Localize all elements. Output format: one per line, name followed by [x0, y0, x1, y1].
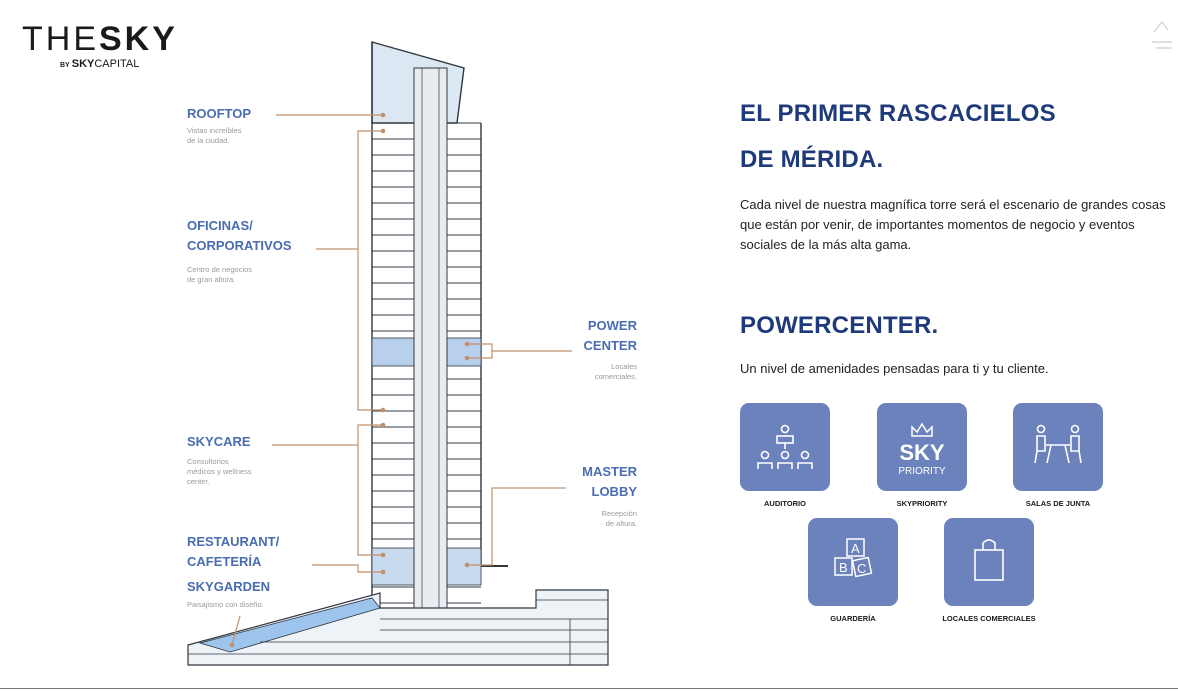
- sky-priority-icon-text: SKY: [899, 440, 945, 465]
- power-center-description: [557, 362, 637, 382]
- sky-priority-icon: [877, 403, 967, 491]
- auditorium-icon: [740, 403, 830, 491]
- amenity-salas-de-junta[interactable]: [1013, 403, 1103, 491]
- master-lobby-description: [557, 509, 637, 529]
- master-desc-line: de altura.: [605, 519, 637, 528]
- headline-line-2: DE MÉRIDA.: [740, 146, 884, 173]
- intro-paragraph: Cada nivel de nuestra magnífica torre será el escenario de grandes cosas que están por venir, de importantes momentos de negocio y eventos sociales de la más alta gama.: [740, 197, 1166, 252]
- power-desc-line: comerciales.: [594, 372, 637, 381]
- master-lobby-label-line: MASTER: [582, 464, 637, 479]
- restaurant-label-line: CAFETERÍA: [187, 554, 262, 569]
- master-desc-line: Recepción: [601, 509, 637, 518]
- amenity-auditorio-label: AUDITORIO: [764, 499, 806, 508]
- amenity-salas-label: SALAS DE JUNTA: [1025, 499, 1091, 508]
- logo-sub-light: CAPITAL: [94, 58, 140, 70]
- skygarden-description: Paisajismo con diseño.: [187, 600, 264, 609]
- bottom-divider: [0, 688, 1178, 689]
- amenity-guarderia-label: GUARDERÍA: [830, 614, 876, 623]
- skycare-desc-line: médicos y wellness: [187, 467, 252, 476]
- skycare-desc-line: center.: [187, 477, 210, 486]
- skycare-label: SKYCARE: [187, 434, 251, 449]
- oficinas-desc-line: de gran altura.: [187, 275, 236, 284]
- logo-the: THE: [22, 20, 99, 58]
- logo-sub-bold: SKY: [71, 58, 95, 70]
- svg-text:B: B: [839, 560, 848, 575]
- power-center-label: [537, 316, 637, 356]
- rooftop-description: [187, 126, 241, 146]
- svg-text:A: A: [851, 541, 860, 556]
- headline-line-1: EL PRIMER RASCACIELOS: [740, 100, 1056, 127]
- powercenter-subtitle: Un nivel de amenidades pensadas para ti y tu cliente.: [740, 361, 1049, 376]
- sky-priority-icon-subtext: PRIORITY: [898, 466, 946, 477]
- amenity-skypriority[interactable]: [877, 403, 967, 491]
- amenity-locales-comerciales[interactable]: [944, 518, 1034, 606]
- rooftop-label: ROOFTOP: [187, 106, 252, 121]
- power-center-label-line: CENTER: [583, 338, 637, 353]
- meeting-room-icon: [1013, 403, 1103, 491]
- skycare-desc-line: Consultorios: [187, 457, 229, 466]
- amenity-skypriority-label: SKYPRIORITY: [896, 499, 948, 508]
- amenity-guarderia[interactable]: [808, 518, 898, 606]
- logo-sky: SKY: [99, 20, 178, 58]
- master-lobby-label-line: LOBBY: [591, 484, 637, 499]
- rooftop-desc-line: de la ciudad.: [187, 136, 230, 145]
- amenity-auditorio[interactable]: [740, 403, 830, 491]
- logo-by: BY: [60, 62, 70, 69]
- power-center-label-line: POWER: [587, 318, 637, 333]
- powercenter-title: POWERCENTER.: [740, 312, 939, 339]
- power-desc-line: Locales: [611, 362, 637, 371]
- oficinas-desc-line: Centro de negocios: [187, 265, 253, 274]
- svg-text:C: C: [857, 561, 867, 576]
- amenity-locales-label: LOCALES COMERCIALES: [942, 614, 1036, 623]
- core-column: [414, 68, 447, 665]
- skygarden-label: SKYGARDEN: [187, 579, 271, 594]
- rooftop-desc-line: Vistas increíbles: [187, 126, 242, 135]
- oficinas-label-line: CORPORATIVOS: [187, 238, 292, 253]
- skycare-description: [187, 457, 252, 487]
- restaurant-label-line: RESTAURANT/: [187, 534, 280, 549]
- master-lobby-label: [537, 462, 637, 502]
- restaurant-label: [187, 532, 279, 572]
- abc-blocks-icon: [808, 518, 898, 606]
- shopping-bag-icon: [944, 518, 1034, 606]
- bookmark-star-icon[interactable]: [1148, 18, 1174, 54]
- oficinas-label: [187, 216, 292, 256]
- oficinas-label-line: OFICINAS/: [187, 218, 253, 233]
- oficinas-description: [187, 265, 252, 285]
